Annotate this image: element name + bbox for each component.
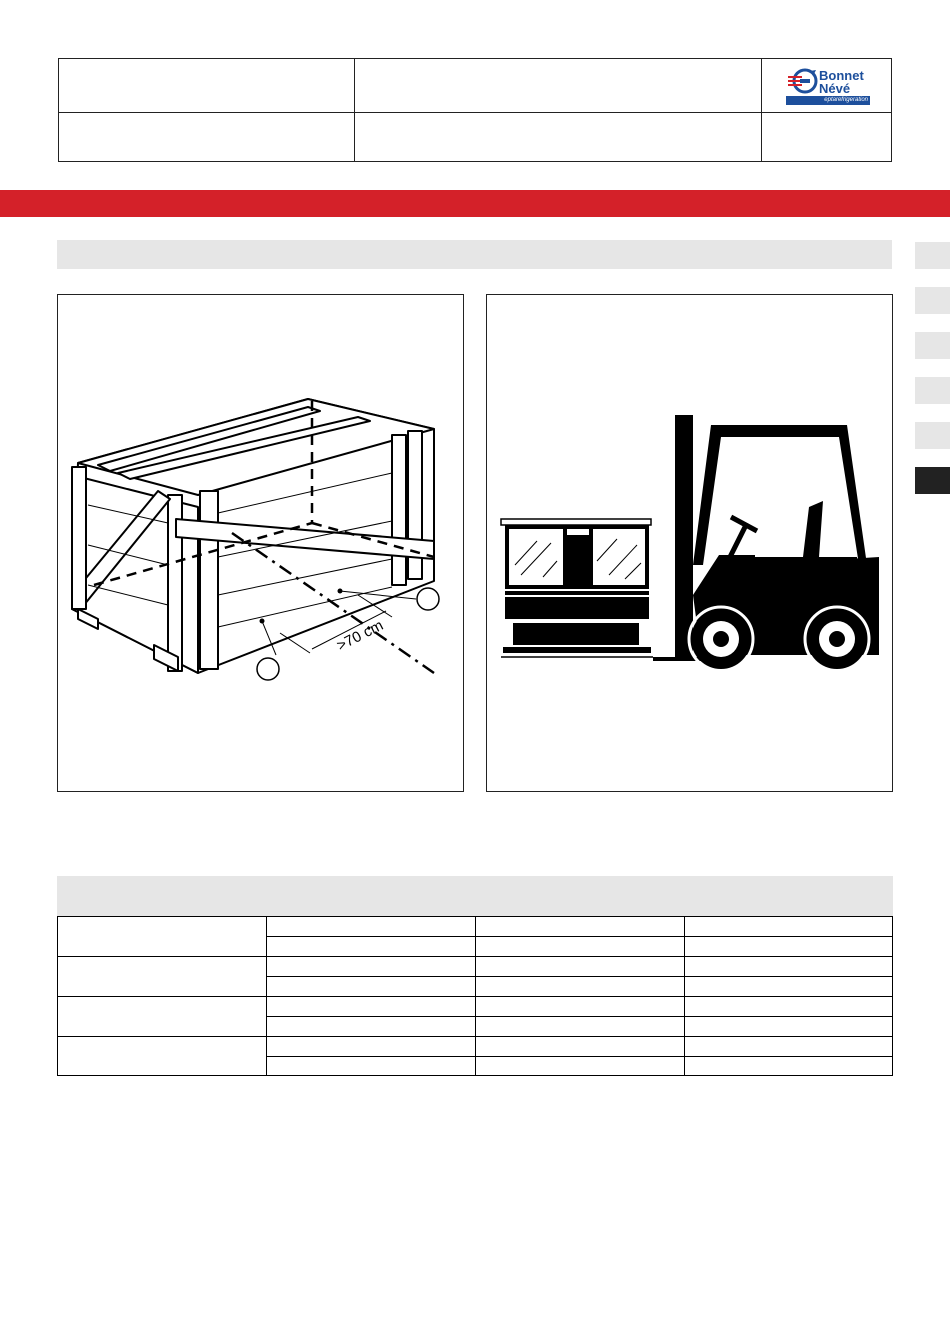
crate-illustration	[58, 295, 465, 793]
table-grid	[57, 876, 893, 1077]
section-title-bar	[57, 240, 892, 269]
dimension-label: >70 cm	[334, 616, 387, 655]
section-red-bar	[0, 190, 950, 217]
forklift-icon	[487, 295, 894, 793]
display-case-icon	[501, 519, 653, 657]
document-header	[58, 58, 892, 162]
side-tab-active[interactable]	[915, 467, 950, 494]
callout-circle	[417, 588, 439, 610]
side-tab[interactable]	[915, 287, 950, 314]
logo-mark-icon	[786, 67, 820, 97]
side-tab[interactable]	[915, 242, 950, 269]
logo-tagline: eptarefrigeration	[786, 96, 870, 105]
logo-brand-line1: Bonnet	[819, 68, 864, 83]
header-divider	[354, 59, 355, 161]
figure-crate-panel	[57, 294, 464, 792]
header-divider	[761, 59, 762, 161]
side-tab[interactable]	[915, 377, 950, 404]
callout-circle	[257, 658, 279, 680]
figure-forklift-panel	[486, 294, 893, 792]
logo-brand-line2: Névé	[819, 81, 851, 96]
side-tab[interactable]	[915, 332, 950, 359]
data-table	[57, 876, 893, 1076]
company-logo	[786, 65, 872, 107]
header-divider	[59, 112, 891, 113]
side-tab[interactable]	[915, 422, 950, 449]
